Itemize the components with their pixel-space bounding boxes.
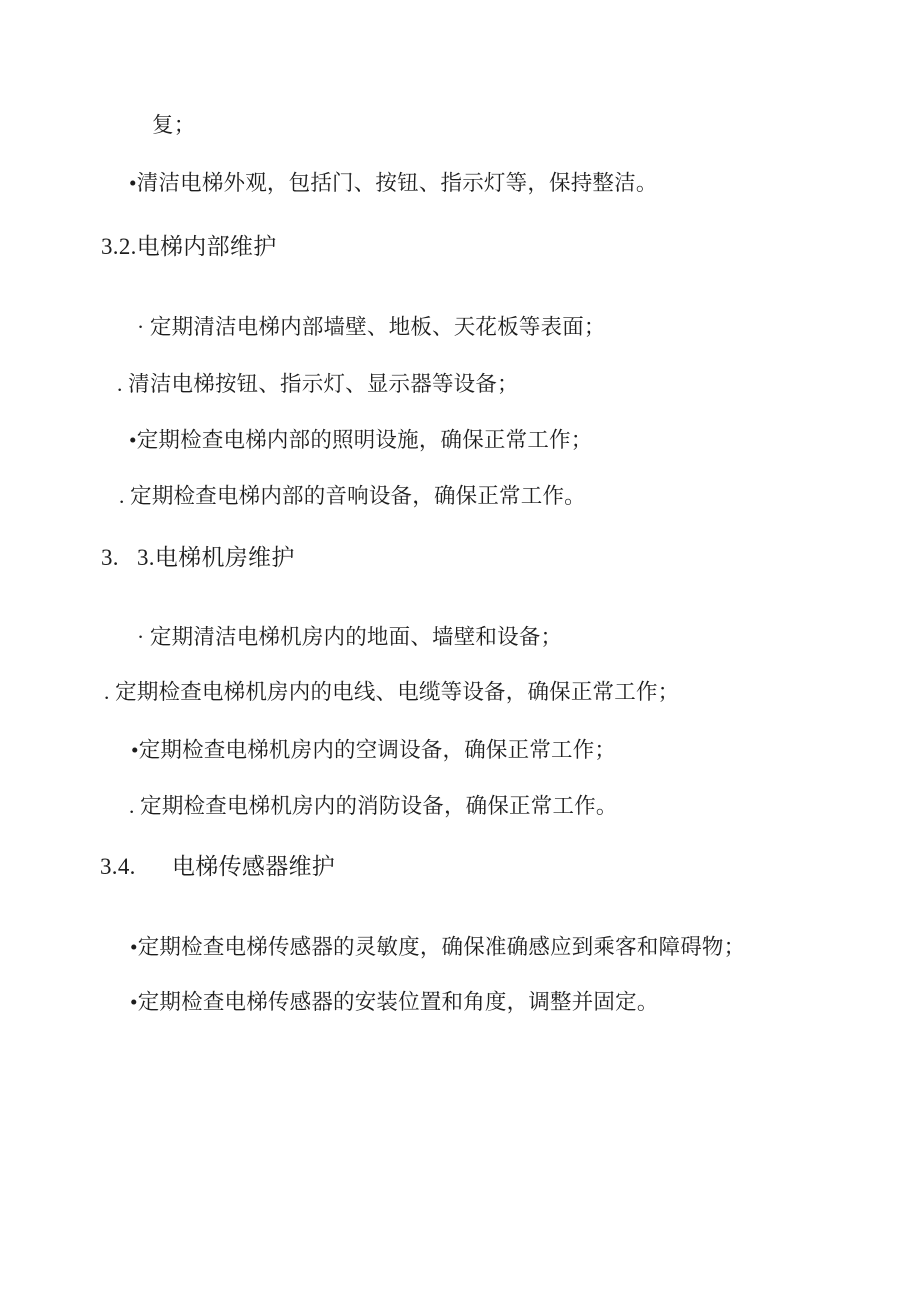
bullet-clean-interior-surfaces: · 定期清洁电梯内部墙壁、地板、天花板等表面； [137, 315, 606, 339]
bullet-check-wiring: . 定期检查电梯机房内的电线、电缆等设备，确保正常工作； [104, 680, 680, 704]
bullet-clean-exterior: •清洁电梯外观，包括门、按钮、指示灯等，保持整洁。 [129, 171, 658, 195]
bullet-check-lighting: •定期检查电梯内部的照明设施，确保正常工作； [129, 428, 593, 452]
bullet-check-sensor-sensitivity: •定期检查电梯传感器的灵敏度，确保准确感应到乘客和障碍物； [130, 935, 746, 959]
heading-3-4-sensor-maintenance: 3.4. 电梯传感器维护 [100, 854, 336, 879]
bullet-clean-machine-room: · 定期清洁电梯机房内的地面、墙壁和设备； [137, 625, 563, 649]
bullet-check-sensor-mounting: •定期检查电梯传感器的安装位置和角度，调整并固定。 [130, 990, 659, 1014]
bullet-check-air-conditioning: •定期检查电梯机房内的空调设备，确保正常工作； [131, 738, 617, 762]
bullet-check-audio: . 定期检查电梯内部的音响设备，确保正常工作。 [119, 484, 586, 508]
bullet-clean-buttons-indicators: . 清洁电梯按钮、指示灯、显示器等设备； [117, 372, 519, 396]
heading-3-3-machine-room-maintenance: 3. 3.电梯机房维护 [101, 545, 295, 570]
heading-3-2-interior-maintenance: 3.2.电梯内部维护 [101, 234, 277, 259]
bullet-check-fire-equipment: . 定期检查电梯机房内的消防设备，确保正常工作。 [129, 794, 618, 818]
continuation-line: 复； [152, 113, 196, 137]
